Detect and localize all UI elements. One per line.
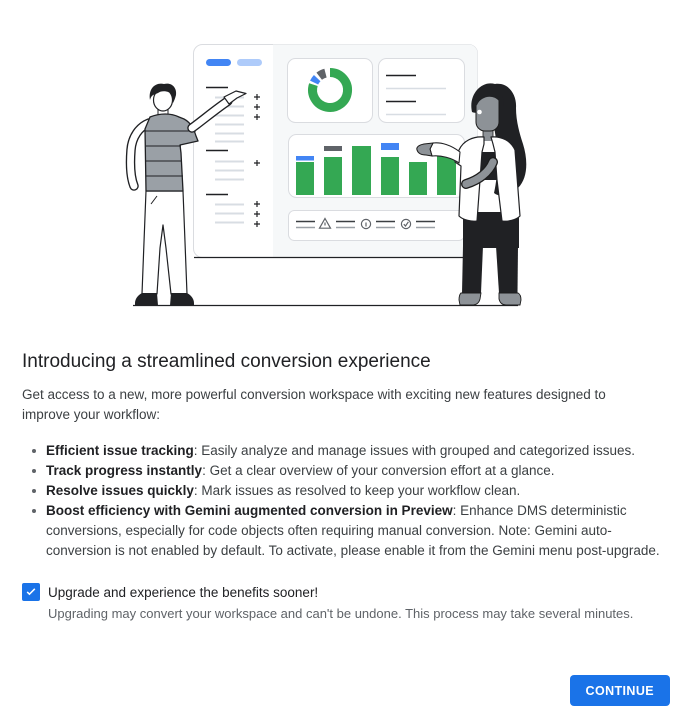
feature-list xyxy=(22,441,662,561)
checkmark-icon xyxy=(24,585,38,599)
list-item: Resolve issues quickly: Mark issues as resolved to keep your workflow clean. xyxy=(22,481,662,501)
list-item: Track progress instantly: Get a clear overview of your conversion effort at a glance. xyxy=(22,461,662,481)
summary-card xyxy=(379,59,465,123)
upgrade-checkbox[interactable] xyxy=(22,583,40,601)
intro-text: Get access to a new, more powerful conversion workspace with exciting new features designed to improve your workflow: xyxy=(22,387,606,422)
list-item: Boost efficiency with Gemini augmented conversion in Preview: Enhance DMS deterministic conversions, especially for code objects often requiring manual conversion. Note: Gemini auto-conversion is not enabled by default. To activate, please enable it from the Gemini menu post-upgrade. xyxy=(22,501,662,561)
status-row-card xyxy=(289,211,465,241)
dialog-content xyxy=(0,349,684,622)
list-item: Efficient issue tracking: Easily analyze and manage issues with grouped and categorized issues. xyxy=(22,441,662,461)
upgrade-option xyxy=(22,583,662,602)
upgrade-description: Upgrading may convert your workspace and can't be undone. This process may take several minutes. xyxy=(48,606,634,621)
dashboard-illustration xyxy=(0,0,684,320)
page-title: Introducing a streamlined conversion experience xyxy=(22,351,431,372)
upgrade-checkbox-label[interactable]: Upgrade and experience the benefits sooner! xyxy=(48,585,319,600)
continue-button[interactable]: CONTINUE xyxy=(570,675,670,706)
donut-chart xyxy=(288,59,373,123)
